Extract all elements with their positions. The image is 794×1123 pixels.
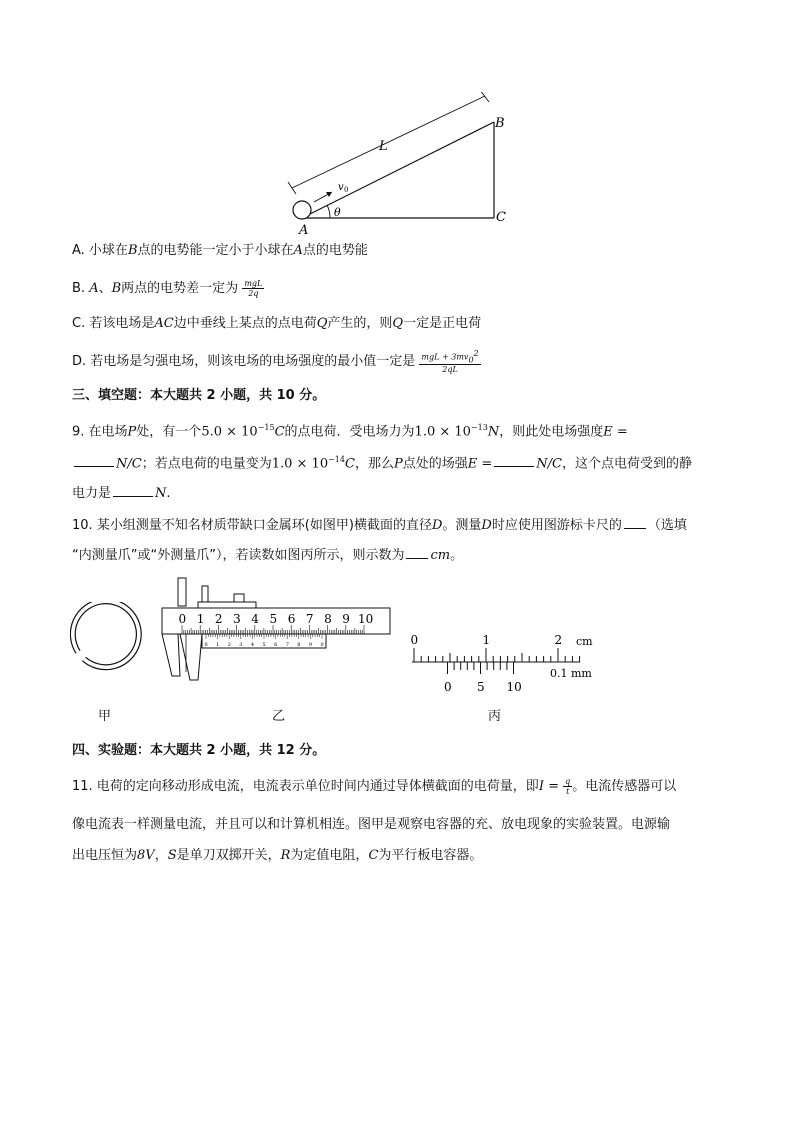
main-scale-label: 1 [482,633,491,647]
vernier-scale-label: 9 [308,642,313,648]
q10-line-2: “内测量爪”或“外测量爪”），若读数如图丙所示，则示数为 cm。 [72,544,463,566]
fraction-mgL-2q: $\frac{\text{mgL}}{2q}$ [244,279,263,298]
caption-yi: 乙 [272,709,286,724]
main-scale-label: 0 [410,633,419,647]
q11-line-2: 像电流表一样测量电流，并且可以和计算机相连。图甲是观察电容器的充、放电现象的实验装置。电源输 [72,817,671,832]
section-3-title: 三、填空题：本大题共 2 小题，共 10 分。 [72,388,326,403]
vernier-scale-label: 2 [227,642,231,648]
vernier-scale-label: 0 [444,680,452,694]
caption-bing: 丙 [488,709,502,724]
q11-line-1: 11. 电荷的定向移动形成电流，电流表示单位时间内通过导体横截面的电荷量，即I = $\frac{q}{t}$ 。电流传感器可以 [72,777,677,796]
fraction-q-t: $\frac{q}{t}$ [565,777,571,796]
blank-5[interactable] [406,544,428,559]
q9-line-3: 电力是 N. [72,482,171,504]
vernier-scale-label: 5 [477,680,485,694]
incline-figure [282,92,512,237]
label-L: L [379,139,388,154]
option-b: B. A、B两点的电势差一定为 $\frac{\text{mgL}}{2q}$ [72,279,263,298]
main-scale-label: 5 [269,612,278,626]
main-scale-label: 4 [251,612,259,626]
fraction-min-field: $\frac{mgL + 3mv_0^2}{2qL}$ [421,349,479,375]
q9-line-2: N/C；若点电荷的电量变为$1.0 \times 10^{-14}C$，那么P点处的场强E = N/C，这个点电荷受到的静 [72,450,692,474]
q9-line-1: 9. 在电场P处，有一个$5.0 \times 10^{-15}C$的点电荷．受电场力为$1.0 \times 10^{-13}N$，则此处电场强度E = [72,423,628,440]
main-scale-label: 8 [324,612,332,626]
label-A: A [299,223,309,237]
blank-2[interactable] [494,452,534,467]
unit-mm-label: 0.1 mm [550,667,592,680]
main-scale-label: 6 [287,612,296,626]
main-scale-label: 9 [342,612,350,626]
section-4-title: 四、实验题：本大题共 2 小题，共 12 分。 [72,743,326,758]
q11-line-3: 出电压恒为8V，S是单刀双掷开关，R为定值电阻，C为平行板电容器。 [72,848,483,863]
label-v0: v [338,182,344,193]
vernier-scale-label: 5 [262,642,266,648]
blank-1[interactable] [74,452,114,467]
label-v0-sub: 0 [344,186,349,194]
caption-jia: 甲 [98,709,112,724]
unit-cm-label: cm [576,635,593,648]
option-c: C. 若该电场是AC边中垂线上某点的点电荷Q产生的，则Q一定是正电荷 [72,316,482,331]
main-scale-label: 10 [358,612,374,626]
main-scale-label: 3 [233,612,241,626]
vernier-scale-label: 0 [204,642,208,648]
option-a: A. 小球在B点的电势能一定小于小球在A点的电势能 [72,243,368,258]
label-theta: θ [334,206,341,219]
blank-4[interactable] [624,514,646,529]
vernier-scale-label: 0 [320,642,324,648]
option-d: D. 若电场是匀强电场，则该电场的电场强度的最小值一定是 $\frac{mgL + 3mv_0^2}{2qL}$ [72,349,479,375]
main-scale-label: 2 [554,633,563,647]
main-scale-label: 1 [196,612,205,626]
vernier-scale-label: 7 [285,642,289,648]
vernier-scale-label: 10 [506,680,522,694]
vernier-scale-label: 8 [297,642,301,648]
vernier-reading-figure [400,628,610,698]
vernier-scale-label: 3 [239,642,243,648]
ring-figure [70,602,146,678]
blank-3[interactable] [113,482,153,497]
main-scale-label: 7 [305,612,314,626]
main-scale-label: 2 [214,612,223,626]
vernier-scale-label: 4 [250,642,255,648]
vernier-caliper-figure [158,576,394,684]
q10-line-1: 10. 某小组测量不知名材质带缺口金属环(如图甲)横截面的直径D。测量D时应使用图游标卡尺的 （选填 [72,514,687,536]
main-scale-label: 0 [178,612,187,626]
vernier-scale-label: 6 [274,642,278,648]
label-B: B [495,116,505,131]
label-C: C [496,210,506,225]
vernier-scale-label: 1 [216,642,220,648]
